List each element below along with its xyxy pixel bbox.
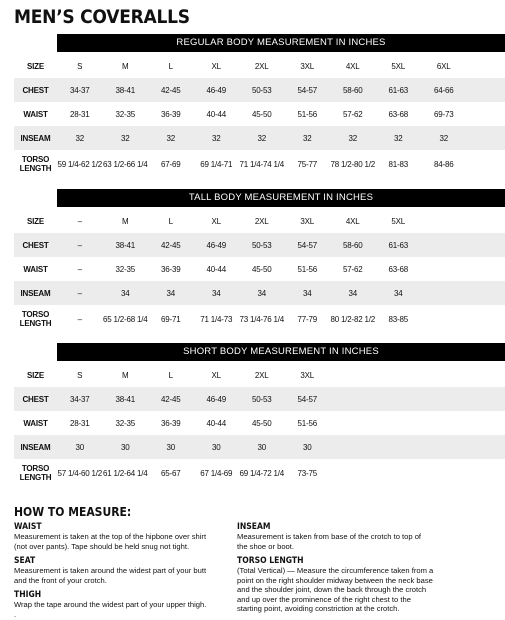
instruction-text: (Total Vertical) — Measure the circumference taken from a <box>237 566 434 575</box>
size-cell: M <box>122 370 129 380</box>
chest-cell: 46-49 <box>206 85 226 95</box>
waist-cell: 32-35 <box>115 264 135 274</box>
size-cell: M <box>122 216 129 226</box>
instruction-text: and the shoulder joint, down the back through the crotch <box>237 585 427 594</box>
inseam-cell: 34 <box>212 288 221 298</box>
inseam-cell: 30 <box>166 442 175 452</box>
torso-label-line: LENGTH <box>19 473 52 482</box>
instruction-text: Measurement is taken around the widest part of your butt <box>14 566 207 575</box>
torso-cell: 67-69 <box>161 159 181 169</box>
torso-label-line: TORSO <box>21 310 50 319</box>
size-cell: XL <box>211 216 221 226</box>
torso-cell: 63 1/2-66 1/4 <box>102 159 148 169</box>
inseam-cell: 30 <box>257 442 266 452</box>
chest-cell: 42-45 <box>161 394 181 404</box>
inseam-cell: 32 <box>75 133 84 143</box>
size-cell: 4XL <box>345 216 360 226</box>
torso-cell: 71 1/4-74 1/4 <box>239 159 285 169</box>
inseam-cell: 34 <box>121 288 130 298</box>
waist-row <box>14 411 505 435</box>
tall-size-table <box>14 189 505 333</box>
inseam-row <box>14 435 505 459</box>
instruction-text: the shoe or boot. <box>237 541 294 551</box>
row-label-torso <box>14 464 57 482</box>
chest-cell: 42-45 <box>161 240 181 250</box>
chest-cell: 42-45 <box>161 85 181 95</box>
chest-cell: 50-53 <box>252 240 272 250</box>
chest-cell: 38-41 <box>115 85 135 95</box>
how-to-measure-title: HOW TO MEASURE: <box>14 505 132 519</box>
torso-label-line: TORSO <box>21 464 50 473</box>
row-label-waist: WAIST <box>23 418 48 428</box>
inseam-cell: 34 <box>394 288 403 298</box>
size-cell: L <box>168 61 173 71</box>
row-label-chest: CHEST <box>22 240 49 250</box>
torso-cell: 83-85 <box>388 314 408 324</box>
waist-cell: 28-31 <box>70 109 90 119</box>
instruction-text: and the front of your crotch. <box>14 575 107 585</box>
size-row <box>14 209 505 233</box>
regular-size-table <box>14 34 505 178</box>
torso-cell: 69-71 <box>161 314 181 324</box>
inseam-row <box>14 126 505 150</box>
row-label-chest: CHEST <box>22 394 49 404</box>
table-header: SHORT BODY MEASUREMENT IN INCHES <box>57 343 505 361</box>
waist-cell: 57-62 <box>343 264 363 274</box>
size-cell: 3XL <box>300 370 315 380</box>
torso-cell: 59 1/4-62 1/2 <box>57 159 103 169</box>
inseam-cell: 32 <box>348 133 357 143</box>
chest-cell: 61-63 <box>388 85 408 95</box>
size-cell: 2XL <box>254 216 269 226</box>
inseam-cell: – <box>77 288 82 298</box>
torso-cell: 78 1/2-80 1/2 <box>330 159 376 169</box>
seat-instruction <box>14 556 239 585</box>
torso-cell: 57 1/4-60 1/2 <box>57 468 103 478</box>
instruction-text: and up over the prominence of the right chest to the <box>237 594 411 604</box>
inseam-row <box>14 281 505 305</box>
waist-cell: 51-56 <box>297 264 317 274</box>
thigh-instruction <box>14 590 239 619</box>
instruction-text: . <box>14 609 17 619</box>
torso-cell: 61 1/2-64 1/4 <box>102 468 148 478</box>
size-cell: 5XL <box>391 216 406 226</box>
size-cell: S <box>77 370 83 380</box>
instruction-text: starting point, avoiding constriction at the crotch. <box>237 604 400 613</box>
chest-cell: 54-57 <box>297 394 317 404</box>
chest-cell: 34-37 <box>70 85 90 95</box>
waist-cell: 63-68 <box>388 109 408 119</box>
waist-cell: 32-35 <box>115 109 135 119</box>
size-cell: 2XL <box>254 61 269 71</box>
chest-cell: 46-49 <box>206 240 226 250</box>
instruction-heading: THIGH <box>14 590 42 600</box>
waist-cell: 36-39 <box>161 264 181 274</box>
size-cell: 6XL <box>436 61 451 71</box>
row-label-chest: CHEST <box>22 85 49 95</box>
chest-cell: 58-60 <box>343 240 363 250</box>
torso-cell: 73 1/4-76 1/4 <box>239 314 285 324</box>
inseam-cell: 34 <box>348 288 357 298</box>
waist-cell: 36-39 <box>161 418 181 428</box>
chest-cell: 54-57 <box>297 240 317 250</box>
waist-cell: 63-68 <box>388 264 408 274</box>
instruction-text: (not over pants). Tape should be held snug not tight. <box>14 541 190 551</box>
inseam-cell: 34 <box>166 288 175 298</box>
row-label-size: SIZE <box>27 370 44 380</box>
chest-cell: 54-57 <box>297 85 317 95</box>
row-label-waist: WAIST <box>23 264 48 274</box>
row-label-size: SIZE <box>27 61 44 71</box>
chest-row <box>14 233 505 257</box>
torso-cell: 71 1/4-73 <box>200 314 233 324</box>
row-label-inseam: INSEAM <box>20 442 51 452</box>
waist-cell: 69-73 <box>434 109 454 119</box>
chest-cell: 38-41 <box>115 240 135 250</box>
torso-row <box>14 150 505 178</box>
waist-cell: 45-50 <box>252 418 272 428</box>
torso-cell: 69 1/4-71 <box>200 159 233 169</box>
chest-row <box>14 78 505 102</box>
inseam-instruction <box>237 522 499 551</box>
waist-cell: 45-50 <box>252 264 272 274</box>
instruction-heading: WAIST <box>14 522 42 532</box>
chest-cell: – <box>77 240 82 250</box>
row-label-inseam: INSEAM <box>20 133 51 143</box>
size-cell: M <box>122 61 129 71</box>
inseam-cell: 30 <box>303 442 312 452</box>
waist-cell: 36-39 <box>161 109 181 119</box>
waist-cell: 40-44 <box>206 418 226 428</box>
waist-cell: 51-56 <box>297 109 317 119</box>
size-cell: – <box>77 216 82 226</box>
size-row <box>14 54 505 78</box>
torso-label-line: LENGTH <box>19 164 52 173</box>
chest-cell: 50-53 <box>252 85 272 95</box>
row-label-waist: WAIST <box>23 109 48 119</box>
inseam-cell: 32 <box>394 133 403 143</box>
waist-cell: 45-50 <box>252 109 272 119</box>
torso-cell: 81-83 <box>388 159 408 169</box>
instruction-text: Measurement is taken from base of the crotch to top of <box>237 532 422 541</box>
torso-cell: 65-67 <box>161 468 181 478</box>
torso-label-line: LENGTH <box>19 319 52 328</box>
torso-cell: 77-79 <box>297 314 317 324</box>
chest-cell: 38-41 <box>115 394 135 404</box>
torso-length-instruction <box>237 556 499 614</box>
inseam-cell: 32 <box>303 133 312 143</box>
table-header: TALL BODY MEASUREMENT IN INCHES <box>57 189 505 207</box>
torso-cell: 65 1/2-68 1/4 <box>102 314 148 324</box>
inseam-cell: 32 <box>166 133 175 143</box>
inseam-cell: 30 <box>121 442 130 452</box>
chest-cell: 46-49 <box>206 394 226 404</box>
chest-row <box>14 387 505 411</box>
instruction-heading: INSEAM <box>237 522 271 532</box>
waist-row <box>14 102 505 126</box>
torso-cell: 67 1/4-69 <box>200 468 233 478</box>
table-header: REGULAR BODY MEASUREMENT IN INCHES <box>57 34 505 52</box>
instruction-text: Measurement is taken at the top of the hipbone over shirt <box>14 532 207 541</box>
chest-cell: 64-66 <box>434 85 454 95</box>
waist-row <box>14 257 505 281</box>
chest-cell: 61-63 <box>388 240 408 250</box>
row-label-torso <box>14 310 57 328</box>
size-cell: XL <box>211 61 221 71</box>
torso-row <box>14 459 505 487</box>
size-cell: L <box>168 216 173 226</box>
inseam-cell: 32 <box>212 133 221 143</box>
torso-cell: 80 1/2-82 1/2 <box>330 314 376 324</box>
inseam-cell: 32 <box>439 133 448 143</box>
chest-cell: 50-53 <box>252 394 272 404</box>
instruction-heading: SEAT <box>14 556 36 566</box>
waist-cell: 32-35 <box>115 418 135 428</box>
waist-cell: – <box>77 264 82 274</box>
chest-cell: 34-37 <box>70 394 90 404</box>
waist-cell: 51-56 <box>297 418 317 428</box>
inseam-cell: 32 <box>257 133 266 143</box>
torso-cell: – <box>77 314 82 324</box>
inseam-cell: 30 <box>75 442 84 452</box>
inseam-cell: 34 <box>303 288 312 298</box>
waist-cell: 40-44 <box>206 109 226 119</box>
size-cell: 4XL <box>345 61 360 71</box>
instruction-heading: TORSO LENGTH <box>237 556 304 566</box>
inseam-cell: 30 <box>212 442 221 452</box>
torso-label-line: TORSO <box>21 155 50 164</box>
waist-cell: 57-62 <box>343 109 363 119</box>
instruction-text: point on the right shoulder midway between the neck base <box>237 575 433 585</box>
instruction-text: Wrap the tape around the widest part of your upper thigh. <box>14 600 207 609</box>
size-cell: L <box>168 370 173 380</box>
torso-cell: 75-77 <box>297 159 317 169</box>
inseam-cell: 34 <box>257 288 266 298</box>
torso-row <box>14 305 505 333</box>
row-label-size: SIZE <box>27 216 44 226</box>
row-label-inseam: INSEAM <box>20 288 51 298</box>
size-cell: S <box>77 61 83 71</box>
size-cell: 3XL <box>300 61 315 71</box>
inseam-cell: 32 <box>121 133 130 143</box>
torso-cell: 69 1/4-72 1/4 <box>239 468 285 478</box>
size-cell: 3XL <box>300 216 315 226</box>
chest-cell: 58-60 <box>343 85 363 95</box>
page-title: MEN’S COVERALLS <box>14 6 190 28</box>
torso-cell: 73-75 <box>297 468 317 478</box>
waist-instruction <box>14 522 239 551</box>
row-label-torso <box>14 155 57 173</box>
torso-cell: 84-86 <box>434 159 454 169</box>
waist-cell: 28-31 <box>70 418 90 428</box>
waist-cell: 40-44 <box>206 264 226 274</box>
size-cell: 5XL <box>391 61 406 71</box>
short-size-table <box>14 343 505 487</box>
size-cell: 2XL <box>254 370 269 380</box>
size-row <box>14 363 505 387</box>
size-cell: XL <box>211 370 221 380</box>
